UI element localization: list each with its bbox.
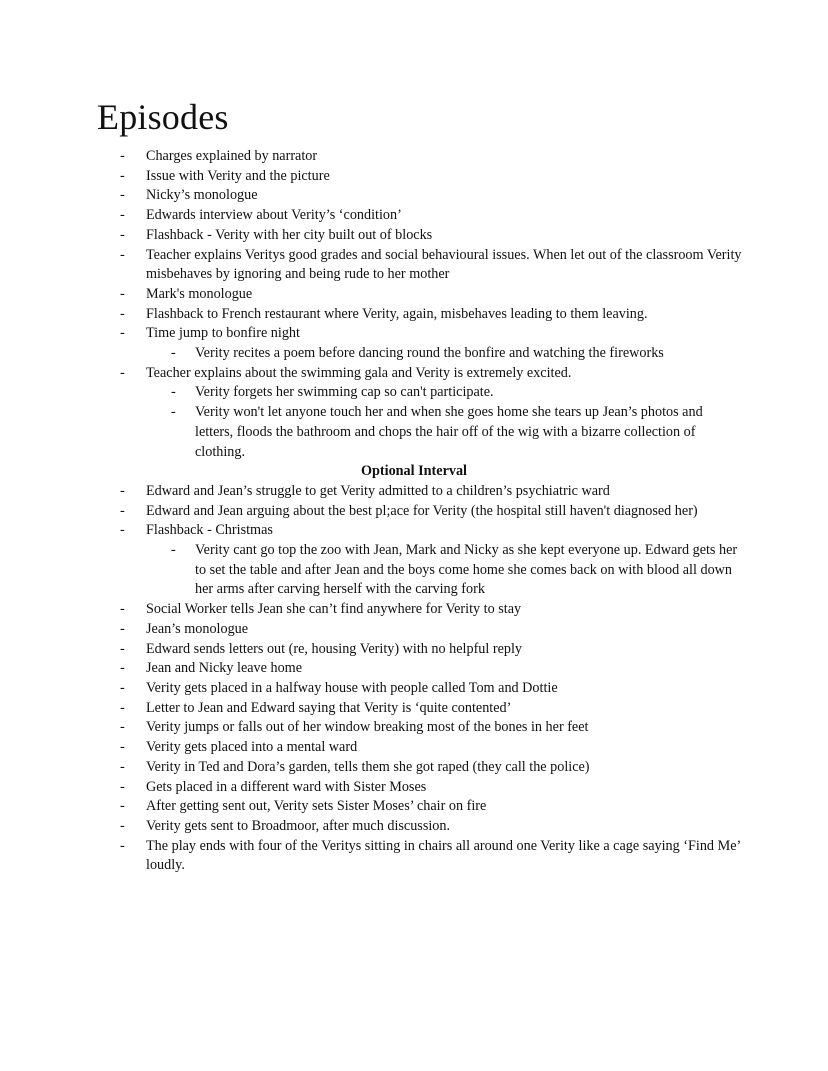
bullet-dash: - (120, 246, 125, 263)
list-item-text: Gets placed in a different ward with Sister Moses (146, 778, 427, 795)
list-item (0, 186, 828, 206)
list-item-text: Mark's monologue (146, 285, 253, 302)
bullet-dash: - (120, 719, 125, 736)
bullet-dash: - (120, 679, 125, 696)
list-item-text: Verity forgets her swimming cap so can't participate. (195, 384, 494, 401)
bullet-dash: - (120, 601, 125, 618)
list-item (0, 659, 828, 679)
list-item-text: The play ends with four of the Veritys sitting in chairs all around one Verity like a cage saying ‘Find Me’ loudly. (146, 837, 741, 874)
bullet-dash: - (120, 325, 125, 342)
list-item (0, 502, 828, 522)
list-item (0, 620, 828, 640)
bullet-dash: - (171, 404, 176, 421)
bullet-dash: - (120, 758, 125, 775)
bullet-dash: - (120, 699, 125, 716)
list-item (0, 364, 828, 384)
list-item-text: Verity gets placed in a halfway house with people called Tom and Dottie (146, 679, 558, 696)
list-item-text: Teacher explains about the swimming gala and Verity is extremely excited. (146, 364, 572, 381)
bullet-dash: - (120, 187, 125, 204)
bullet-dash: - (120, 620, 125, 637)
list-item (0, 305, 828, 325)
list-item-text: Flashback - Christmas (146, 522, 273, 539)
list-item (0, 206, 828, 226)
list-item-text: Jean and Nicky leave home (146, 660, 303, 677)
bullet-dash: - (120, 640, 125, 657)
list-item-text: Issue with Verity and the picture (146, 167, 330, 184)
bullet-dash: - (120, 502, 125, 519)
list-item (0, 679, 828, 699)
list-item-text: Verity jumps or falls out of her window breaking most of the bones in her feet (146, 719, 589, 736)
list-item-text: Edwards interview about Verity’s ‘condition’ (146, 207, 402, 224)
bullet-dash: - (120, 207, 125, 224)
list-item-text: Time jump to bonfire night (146, 325, 300, 342)
bullet-dash: - (120, 522, 125, 539)
list-item (0, 167, 828, 187)
bullet-dash: - (171, 542, 176, 559)
list-item-text: Edward sends letters out (re, housing Verity) with no helpful reply (146, 640, 523, 657)
list-item-text: Verity in Ted and Dora’s garden, tells them she got raped (they call the police) (146, 758, 590, 775)
episode-list (0, 147, 828, 876)
list-item (0, 246, 828, 285)
sub-list-item (0, 541, 828, 600)
bullet-dash: - (120, 778, 125, 795)
list-item-text: Flashback to French restaurant where Verity, again, misbehaves leading to them leaving. (146, 305, 648, 322)
list-item-text: Nicky’s monologue (146, 187, 258, 204)
bullet-dash: - (120, 739, 125, 756)
bullet-dash: - (171, 384, 176, 401)
list-item-text: Teacher explains Veritys good grades and social behavioural issues. When let out of the classroom Verity misbehaves by ignoring and being rude to her mother (146, 246, 742, 283)
list-item (0, 521, 828, 541)
list-item-text: Verity recites a poem before dancing round the bonfire and watching the fireworks (195, 345, 664, 362)
list-item (0, 758, 828, 778)
list-item-text: Verity cant go top the zoo with Jean, Mark and Nicky as she kept everyone up. Edward gets her to set the table and after Jean and the boys come home she comes back on with blood all down her arms after carving herself with the carving fork (195, 542, 738, 598)
list-item-text: Verity won't let anyone touch her and when she goes home she tears up Jean’s photos and letters, floods the bathroom and chops the hair off of the wig with a bizarre collection of clothing. (195, 404, 703, 460)
sub-list-item (0, 403, 828, 462)
list-item (0, 817, 828, 837)
bullet-dash: - (120, 148, 125, 164)
bullet-dash: - (120, 364, 125, 381)
list-item-text: Edward and Jean’s struggle to get Verity admitted to a children’s psychiatric ward (146, 482, 610, 499)
list-item-text: Social Worker tells Jean she can’t find anywhere for Verity to stay (146, 601, 522, 618)
bullet-dash: - (120, 482, 125, 499)
bullet-dash: - (120, 305, 125, 322)
bullet-dash: - (120, 226, 125, 243)
list-item-text: Letter to Jean and Edward saying that Verity is ‘quite contented’ (146, 699, 512, 716)
bullet-dash: - (120, 660, 125, 677)
section-heading: Optional Interval (360, 463, 468, 480)
list-item (0, 718, 828, 738)
list-item (0, 699, 828, 719)
bullet-dash: - (171, 345, 176, 362)
list-item (0, 226, 828, 246)
list-item (0, 738, 828, 758)
sub-list-item (0, 344, 828, 364)
bullet-dash: - (120, 837, 125, 854)
list-item (0, 324, 828, 344)
list-item (0, 600, 828, 620)
list-item (0, 285, 828, 305)
bullet-dash: - (120, 285, 125, 302)
list-item-text: Charges explained by narrator (146, 148, 318, 164)
list-item-text: Edward and Jean arguing about the best pl;ace for Verity (the hospital still haven't diagnosed her) (146, 502, 698, 519)
list-item (0, 797, 828, 817)
list-item-text: Verity gets placed into a mental ward (146, 739, 358, 756)
bullet-dash: - (120, 167, 125, 184)
list-item (0, 482, 828, 502)
list-item (0, 778, 828, 798)
bullet-dash: - (120, 798, 125, 815)
list-item (0, 640, 828, 660)
bullet-dash: - (120, 817, 125, 834)
list-item-text: Flashback - Verity with her city built out of blocks (146, 226, 433, 243)
list-item (0, 147, 828, 167)
sub-list-item (0, 383, 828, 403)
list-item-text: Jean’s monologue (146, 620, 249, 637)
list-item-text: After getting sent out, Verity sets Sister Moses’ chair on fire (146, 798, 487, 815)
list-item-text: Verity gets sent to Broadmoor, after much discussion. (146, 817, 451, 834)
list-item (0, 837, 828, 876)
page-title: Episodes (97, 97, 229, 137)
